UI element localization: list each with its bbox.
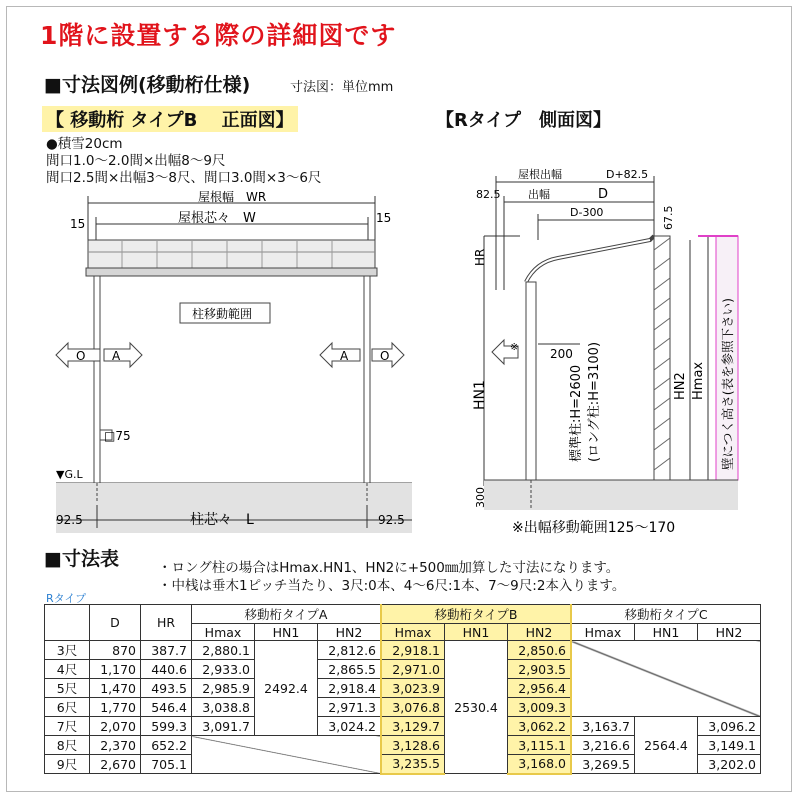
table-section-title: ■寸法表 xyxy=(44,548,119,570)
dimension-section-title: ■寸法図例(移動桁仕様) xyxy=(44,74,251,96)
b-hmax-cell: 3,235.5 xyxy=(381,755,445,774)
b-hmax-cell: 2,971.0 xyxy=(381,660,445,679)
hr-cell: 705.1 xyxy=(141,755,192,774)
post-core-label: 柱芯々 L xyxy=(190,512,254,528)
group-a-header: 移動桁タイプA xyxy=(192,605,382,624)
c-hmax-cell: 3,216.6 xyxy=(571,736,635,755)
snow-condition: ●積雪20cm xyxy=(46,136,123,152)
size-cell: 4尺 xyxy=(45,660,90,679)
d-cell: 2,070 xyxy=(90,717,141,736)
c-hmax-cell: 3,269.5 xyxy=(571,755,635,774)
overhang-value: D xyxy=(598,187,609,202)
long-post-note: ・ロング柱の場合はHmax.HN1、HN2に+500㎜加算した寸法になります。 xyxy=(158,560,620,576)
a-hmax-header: Hmax xyxy=(192,624,255,641)
right-post xyxy=(364,276,370,496)
a-hn2-cell: 2,812.6 xyxy=(318,641,382,660)
rtype-label: Rタイプ xyxy=(46,592,87,605)
a-hn2-header: HN2 xyxy=(318,624,382,641)
left-offset-dim: 92.5 xyxy=(56,513,83,527)
front-view-diagram xyxy=(0,0,440,540)
side-view-title: 【Rタイプ 側面図】 xyxy=(436,110,611,131)
b-hmax-cell: 3,076.8 xyxy=(381,698,445,717)
a-hn1-header: HN1 xyxy=(255,624,318,641)
arrow-o-label: O xyxy=(76,349,86,363)
ground-level-label: ▼G.L xyxy=(56,468,83,481)
table-row xyxy=(45,717,761,736)
b-hn2-cell: 3,168.0 xyxy=(508,755,572,774)
d-cell: 2,370 xyxy=(90,736,141,755)
foundation-dim: 300 xyxy=(474,487,487,508)
std-post-label: 標準柱:H=2600 xyxy=(569,364,584,462)
arrow-right-a xyxy=(104,343,142,367)
arrow-a-label-right: A xyxy=(340,349,349,363)
b-hmax-header: Hmax xyxy=(381,624,445,641)
d-header: D xyxy=(90,605,141,641)
d-cell: 1,170 xyxy=(90,660,141,679)
a-hmax-cell: 3,091.7 xyxy=(192,717,255,736)
b-hn2-cell: 3,062.2 xyxy=(508,717,572,736)
group-b-header: 移動桁タイプB xyxy=(381,605,571,624)
size-cell: 8尺 xyxy=(45,736,90,755)
dim200-label: 200 xyxy=(550,347,573,361)
side-ground-area xyxy=(484,480,738,510)
wall-note-label: 壁につく高さ(表を参照下さい) xyxy=(720,297,735,470)
a-hmax-cell: 3,038.8 xyxy=(192,698,255,717)
b-hmax-cell: 2,918.1 xyxy=(381,641,445,660)
c-hn2-header: HN2 xyxy=(698,624,761,641)
b-hmax-cell: 3,128.6 xyxy=(381,736,445,755)
d300-label: D-300 xyxy=(570,206,604,219)
span-condition-2: 間口2.5間×出幅3～8尺、間口3.0間×3～6尺 xyxy=(46,170,322,186)
b-hn2-cell: 2,850.6 xyxy=(508,641,572,660)
b-hn2-cell: 3,115.1 xyxy=(508,736,572,755)
arrow-a-label: A xyxy=(112,349,121,363)
c-hn1-header: HN1 xyxy=(635,624,698,641)
long-post-label: (ロング柱:H=3100) xyxy=(587,341,602,462)
a-hn2-cell: 3,024.2 xyxy=(318,717,382,736)
b-hn1-header: HN1 xyxy=(445,624,508,641)
group-c-header: 移動桁タイプC xyxy=(571,605,761,624)
roof-core-label: 屋根芯々 W xyxy=(178,211,256,226)
mid-bar-note: ・中桟は垂木1ピッチ当たり、3尺:0本、4～6尺:1本、7～9尺:2本入ります。 xyxy=(158,578,626,594)
size-header xyxy=(45,605,90,641)
hr-header: HR xyxy=(141,605,192,641)
left-offset-side: 82.5 xyxy=(476,188,501,201)
arrow-o-label-right: O xyxy=(380,349,390,363)
span-condition-1: 間口1.0～2.0間×出幅8～9尺 xyxy=(46,153,226,169)
hr-cell: 440.6 xyxy=(141,660,192,679)
b-hn2-cell: 3,009.3 xyxy=(508,698,572,717)
size-cell: 3尺 xyxy=(45,641,90,660)
c-hn2-cell: 3,149.1 xyxy=(698,736,761,755)
side-post xyxy=(526,282,536,482)
b-hn2-cell: 2,903.5 xyxy=(508,660,572,679)
c-hn2-cell: 3,096.2 xyxy=(698,717,761,736)
b-hmax-cell: 3,023.9 xyxy=(381,679,445,698)
post-range-label: 柱移動範囲 xyxy=(192,307,253,321)
a-hmax-cell: 2,933.0 xyxy=(192,660,255,679)
dimension-table xyxy=(44,604,761,775)
overhang-label: 出幅 xyxy=(528,188,550,201)
left-post xyxy=(94,276,100,496)
c-hmax-cell: 3,163.7 xyxy=(571,717,635,736)
right-edge-dim: 15 xyxy=(376,211,392,225)
roof-overhang-value: D+82.5 xyxy=(606,168,649,181)
hr-cell: 387.7 xyxy=(141,641,192,660)
range-note: ※出幅移動範囲125～170 xyxy=(512,520,676,536)
size-cell: 7尺 xyxy=(45,717,90,736)
post-size-label: □75 xyxy=(104,429,131,443)
front-view-title: 【 移動桁 タイプB 正面図】 xyxy=(42,106,298,132)
size-cell: 9尺 xyxy=(45,755,90,774)
d-cell: 2,670 xyxy=(90,755,141,774)
hr-cell: 493.5 xyxy=(141,679,192,698)
b-hmax-cell: 3,129.7 xyxy=(381,717,445,736)
b-hn1-cell: 2530.4 xyxy=(445,641,508,774)
right-offset-dim: 92.5 xyxy=(378,513,405,527)
front-beam xyxy=(86,268,377,276)
a-hn2-cell: 2,865.5 xyxy=(318,660,382,679)
size-cell: 6尺 xyxy=(45,698,90,717)
d-cell: 1,470 xyxy=(90,679,141,698)
mark-label: ※ xyxy=(510,342,519,353)
dimension-unit-note: 寸法図：単位mm xyxy=(290,80,394,95)
left-edge-dim: 15 xyxy=(70,217,86,231)
roof-overhang-label: 屋根出幅 xyxy=(518,168,562,181)
hr-cell: 652.2 xyxy=(141,736,192,755)
a-hn2-cell: 2,971.3 xyxy=(318,698,382,717)
table-header-row xyxy=(45,605,761,624)
hn2-label: HN2 xyxy=(673,372,688,400)
side-view-diagram xyxy=(440,0,750,540)
top-gap-dim: 67.5 xyxy=(662,205,675,230)
a-hmax-cell: 2,985.9 xyxy=(192,679,255,698)
table-body xyxy=(45,641,761,774)
hmax-label: Hmax xyxy=(691,361,706,400)
table-row xyxy=(45,641,761,660)
hr-label: HR xyxy=(473,248,487,266)
hr-cell: 599.3 xyxy=(141,717,192,736)
size-cell: 5尺 xyxy=(45,679,90,698)
hr-cell: 546.4 xyxy=(141,698,192,717)
c-hn2-cell: 3,202.0 xyxy=(698,755,761,774)
d-cell: 870 xyxy=(90,641,141,660)
page-headline: 1階に設置する際の詳細図です xyxy=(40,21,397,50)
a-empty-cell xyxy=(192,736,382,774)
b-hn2-cell: 2,956.4 xyxy=(508,679,572,698)
c-empty-cell xyxy=(571,641,761,717)
b-hn2-header: HN2 xyxy=(508,624,572,641)
a-hn2-cell: 2,918.4 xyxy=(318,679,382,698)
roof-width-label: 屋根幅 WR xyxy=(198,190,267,204)
hn1-label: HN1 xyxy=(472,380,488,410)
d-cell: 1,770 xyxy=(90,698,141,717)
c-hn1-cell: 2564.4 xyxy=(635,717,698,774)
a-hn1-cell: 2492.4 xyxy=(255,641,318,736)
c-hmax-header: Hmax xyxy=(571,624,635,641)
a-hmax-cell: 2,880.1 xyxy=(192,641,255,660)
